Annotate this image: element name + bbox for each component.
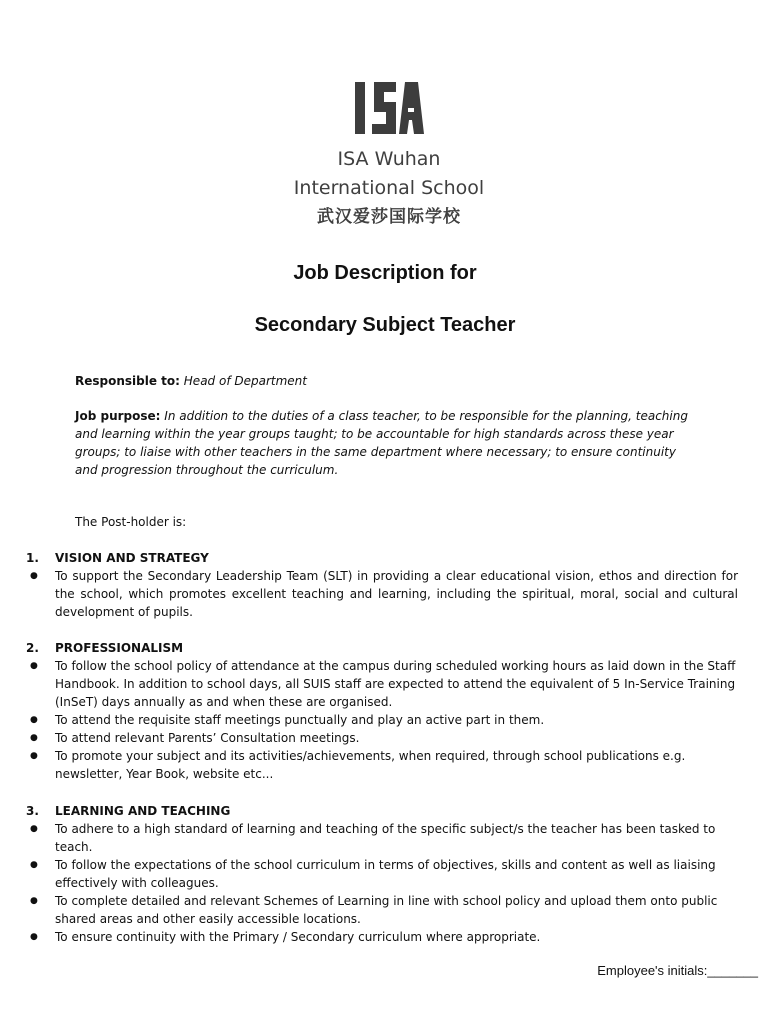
responsible-to-label: Responsible to: — [75, 374, 180, 388]
list-item — [26, 567, 738, 621]
bullet-icon: ● — [30, 751, 38, 761]
section-number: 3. — [26, 804, 39, 818]
job-purpose-label: Job purpose: — [75, 409, 161, 423]
section-title: VISION AND STRATEGY — [55, 551, 209, 565]
isa-logo-mark — [352, 80, 426, 136]
section-number: 2. — [26, 641, 39, 655]
section-number: 1. — [26, 551, 39, 565]
school-logo — [276, 80, 502, 226]
list-item — [26, 856, 738, 892]
bullet-icon: ● — [30, 932, 38, 942]
employee-initials-field: Employee's initials:_______ — [597, 963, 758, 978]
list-item — [26, 657, 738, 711]
responsible-to — [75, 372, 307, 390]
bullet-icon: ● — [30, 571, 38, 581]
list-item — [26, 729, 738, 747]
list-item-text: To promote your subject and its activities/achievements, when required, through school publications e.g. newsletter, Year Book, website etc... — [55, 749, 686, 781]
list-item — [26, 747, 738, 783]
bullet-icon: ● — [30, 733, 38, 743]
document-title-line1: Job Description for — [293, 262, 477, 284]
list-item-text: To attend the requisite staff meetings punctually and play an active part in them. — [55, 713, 545, 727]
list-item-text: To complete detailed and relevant Schemes of Learning in line with school policy and upload them onto public shared areas and other easily accessible locations. — [55, 894, 718, 926]
list-item-text: To attend relevant Parents’ Consultation meetings. — [55, 731, 360, 745]
postholder-intro: The Post-holder is: — [75, 515, 187, 529]
bullet-icon: ● — [30, 896, 38, 906]
section-title: PROFESSIONALISM — [55, 641, 184, 655]
school-name-line2: International School — [293, 177, 485, 199]
school-name-chinese: 武汉爱莎国际学校 — [317, 207, 461, 227]
bullet-icon: ● — [30, 661, 38, 671]
section-vision-strategy — [26, 549, 738, 621]
school-name-line1: ISA Wuhan — [337, 148, 441, 170]
list-item-text: To ensure continuity with the Primary / Secondary curriculum where appropriate. — [55, 930, 541, 944]
section-professionalism — [26, 639, 738, 783]
job-purpose-value: In addition to the duties of a class teacher, to be responsible for the planning, teaching and learning within the year groups taught; to be accountable for high standards across these year groups; to liaise with other teachers in the same department where necessary; to ensure continuity and progression throughout the curriculum. — [75, 409, 688, 477]
list-item-text: To follow the school policy of attendance at the campus during scheduled working hours as laid down in the Staff Handbook. In addition to school days, all SUIS staff are expected to attend the equivalent of 5 In-Service Training (InSeT) days annually as and when these are organised. — [55, 659, 736, 709]
list-item — [26, 892, 738, 928]
bullet-icon: ● — [30, 824, 38, 834]
document-title-line2: Secondary Subject Teacher — [254, 314, 516, 336]
list-item-text: To adhere to a high standard of learning and teaching of the specific subject/s the teacher has been tasked to teach. — [55, 822, 716, 854]
list-item — [26, 820, 738, 856]
list-item-text: To follow the expectations of the school curriculum in terms of objectives, skills and content as well as liaising effectively with colleagues. — [55, 858, 716, 890]
list-item — [26, 928, 738, 946]
responsible-to-value: Head of Department — [183, 374, 307, 388]
bullet-icon: ● — [30, 715, 38, 725]
bullet-icon: ● — [30, 860, 38, 870]
list-item-text: To support the Secondary Leadership Team (SLT) in providing a clear educational vision, ethos and direction for the school, which promotes excellent teaching and learning, including the spiritual, moral, social and cultural development of pupils. — [55, 569, 738, 619]
job-purpose — [75, 407, 700, 479]
list-item — [26, 711, 738, 729]
section-learning-teaching — [26, 802, 738, 946]
section-title: LEARNING AND TEACHING — [55, 804, 231, 818]
